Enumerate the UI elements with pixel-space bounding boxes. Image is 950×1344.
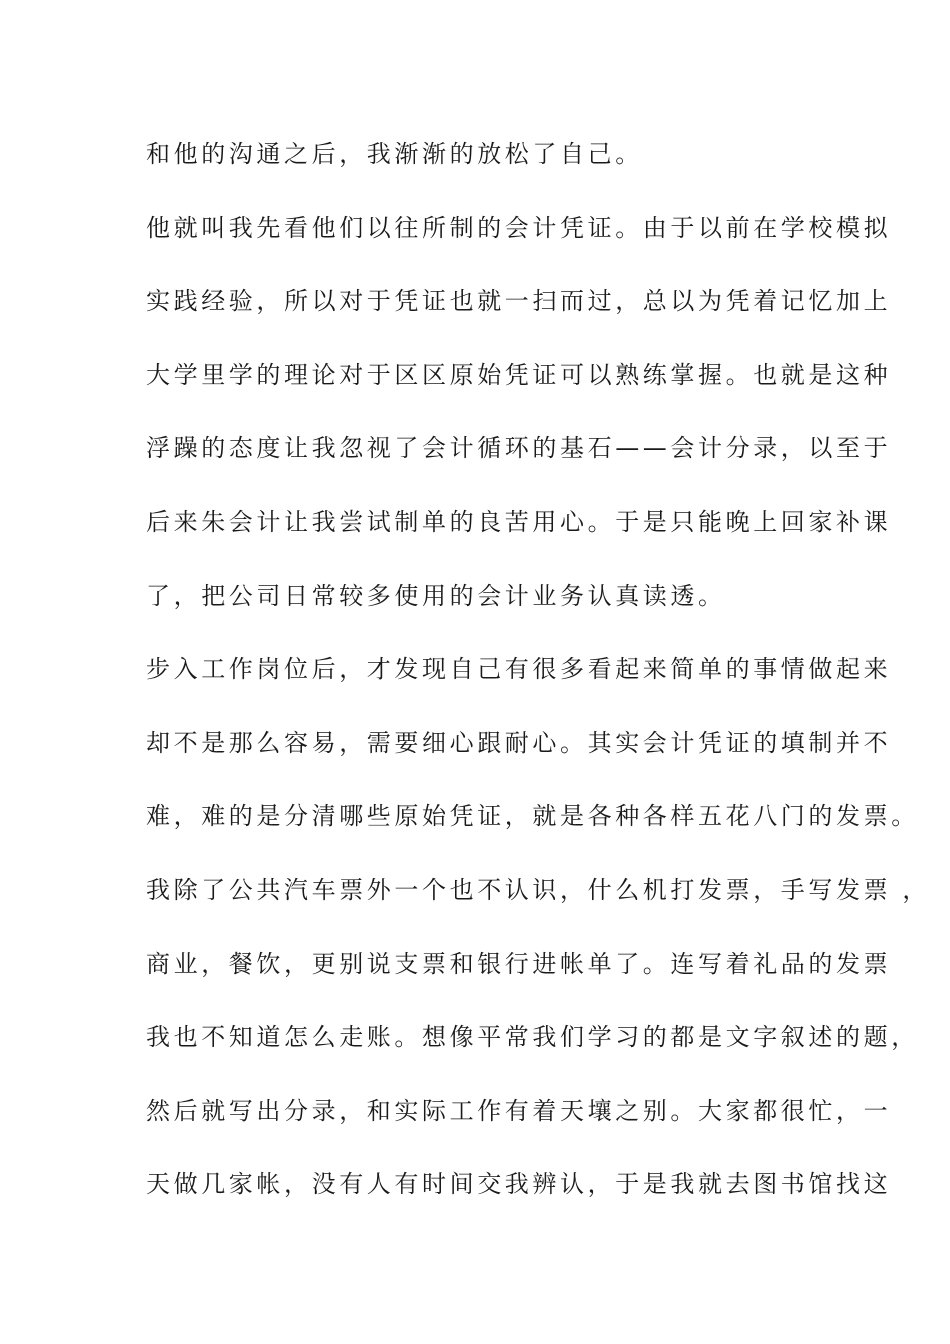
text-line-3: 实践经验，所以对于凭证也就一扫而过，总以为凭着记忆加上 [146,287,892,316]
text-line-5: 浮躁的态度让我忽视了会计循环的基石——会计分录，以至于 [146,434,892,463]
text-line-15: 天做几家帐，没有人有时间交我辨认，于是我就去图书馆找这 [146,1170,892,1199]
text-line-6: 后来朱会计让我尝试制单的良苦用心。于是只能晚上回家补课 [146,507,892,536]
text-line-2: 他就叫我先看他们以往所制的会计凭证。由于以前在学校模拟 [146,213,892,242]
document-body [146,131,931,1235]
text-line-7: 了，把公司日常较多使用的会计业务认真读透。 [146,581,726,610]
text-line-1: 和他的沟通之后，我渐渐的放松了自己。 [146,140,643,168]
text-line-4: 大学里学的理论对于区区原始凭证可以熟练掌握。也就是这种 [146,360,892,389]
text-line-9: 却不是那么容易，需要细心跟耐心。其实会计凭证的填制并不 [146,728,892,757]
text-line-8: 步入工作岗位后，才发现自己有很多看起来简单的事情做起来 [146,655,892,684]
text-line-10: 难，难的是分清哪些原始凭证，就是各种各样五花八门的发票。 [146,802,919,831]
text-line-13: 我也不知道怎么走账。想像平常我们学习的都是文字叙述的题， [146,1023,919,1052]
text-line-14: 然后就写出分录，和实际工作有着天壤之别。大家都很忙，一 [146,1096,892,1125]
text-line-11: 我除了公共汽车票外一个也不认识，什么机打发票，手写发票 ， [146,875,931,904]
text-line-12: 商业，餐饮，更别说支票和银行进帐单了。连写着礼品的发票 [146,949,892,978]
